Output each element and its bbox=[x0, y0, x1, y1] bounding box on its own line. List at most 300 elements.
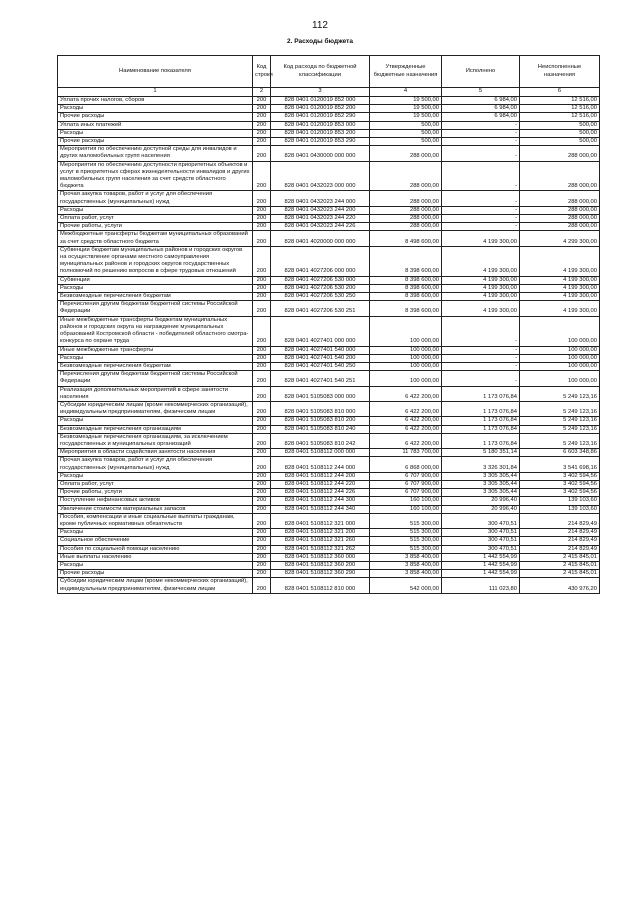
row-name-cell: Расходы bbox=[58, 129, 253, 137]
row-line-code-cell: 200 bbox=[253, 489, 271, 497]
row-approved-cell: 8 498 600,00 bbox=[370, 231, 442, 246]
row-approved-cell: 8 398 600,00 bbox=[370, 246, 442, 276]
row-approved-cell: 500,00 bbox=[370, 138, 442, 146]
row-name-cell: Мероприятия в области содействия занятости населения bbox=[58, 449, 253, 457]
table-row bbox=[58, 223, 600, 231]
col-header-unexecuted: Неисполненные назначения bbox=[520, 56, 600, 88]
row-classification-code-cell: 828 0401 0120019 853 000 bbox=[271, 121, 370, 129]
row-classification-code-cell: 828 0401 4027401 540 251 bbox=[271, 371, 370, 386]
row-unexecuted-cell: 288 000,00 bbox=[520, 206, 600, 214]
row-name-cell: Безвозмездные перечисления организациям, за исключением государственных и муниципальных организаций bbox=[58, 433, 253, 448]
row-executed-cell: 300 470,51 bbox=[442, 537, 520, 545]
row-classification-code-cell: 828 0401 5105083 810 240 bbox=[271, 425, 370, 433]
row-approved-cell: 288 000,00 bbox=[370, 206, 442, 214]
row-executed-cell: 1 173 076,84 bbox=[442, 417, 520, 425]
row-line-code-cell: 200 bbox=[253, 457, 271, 472]
row-name-cell: Расходы bbox=[58, 105, 253, 113]
row-line-code-cell: 200 bbox=[253, 121, 271, 129]
col-header-name: Наименование показателя bbox=[58, 56, 253, 88]
row-line-code-cell: 200 bbox=[253, 301, 271, 316]
table-row bbox=[58, 433, 600, 448]
col-header-approved: Утвержденные бюджетные назначения bbox=[370, 56, 442, 88]
row-classification-code-cell: 828 0401 5105083 810 000 bbox=[271, 401, 370, 416]
row-classification-code-cell: 828 0401 0120019 852 200 bbox=[271, 105, 370, 113]
row-executed-cell: 20 996,40 bbox=[442, 497, 520, 505]
row-executed-cell: 6 984,00 bbox=[442, 113, 520, 121]
table-row bbox=[58, 191, 600, 206]
row-line-code-cell: 200 bbox=[253, 346, 271, 354]
row-unexecuted-cell: 3 402 594,56 bbox=[520, 472, 600, 480]
row-approved-cell: 6 422 200,00 bbox=[370, 417, 442, 425]
table-row bbox=[58, 129, 600, 137]
row-classification-code-cell: 828 0401 5108112 244 220 bbox=[271, 480, 370, 488]
row-executed-cell: 4 199 300,00 bbox=[442, 301, 520, 316]
row-unexecuted-cell: 5 249 123,16 bbox=[520, 401, 600, 416]
row-unexecuted-cell: 500,00 bbox=[520, 121, 600, 129]
row-executed-cell: 111 023,80 bbox=[442, 578, 520, 593]
row-unexecuted-cell: 5 249 123,16 bbox=[520, 433, 600, 448]
row-name-cell: Мероприятия по обеспечению доступной среды для инвалидов и других маломобильных групп населения bbox=[58, 146, 253, 161]
row-classification-code-cell: 828 0401 4027401 540 250 bbox=[271, 362, 370, 370]
row-classification-code-cell: 828 0401 5108112 321 200 bbox=[271, 529, 370, 537]
row-classification-code-cell: 828 0401 4027401 540 200 bbox=[271, 354, 370, 362]
table-row bbox=[58, 401, 600, 416]
row-unexecuted-cell: 430 976,20 bbox=[520, 578, 600, 593]
row-approved-cell: 515 300,00 bbox=[370, 537, 442, 545]
row-line-code-cell: 200 bbox=[253, 553, 271, 561]
row-approved-cell: 100 000,00 bbox=[370, 346, 442, 354]
row-line-code-cell: 200 bbox=[253, 105, 271, 113]
row-executed-cell: 3 305 305,44 bbox=[442, 480, 520, 488]
row-classification-code-cell: 828 0401 4027206 530 000 bbox=[271, 276, 370, 284]
row-unexecuted-cell: 214 829,49 bbox=[520, 513, 600, 528]
column-number-row bbox=[58, 88, 600, 97]
row-line-code-cell: 200 bbox=[253, 138, 271, 146]
row-approved-cell: 6 422 200,00 bbox=[370, 401, 442, 416]
row-name-cell: Иные межбюджетные трансферты bbox=[58, 346, 253, 354]
row-name-cell: Расходы bbox=[58, 472, 253, 480]
row-executed-cell: 6 984,00 bbox=[442, 105, 520, 113]
row-name-cell: Межбюджетные трансферты бюджетам муниципальных образований за счет средств областного бюджета bbox=[58, 231, 253, 246]
row-name-cell: Пособия, компенсации и иные социальные выплаты гражданам, кроме публичных нормативных обязательств bbox=[58, 513, 253, 528]
row-line-code-cell: 200 bbox=[253, 293, 271, 301]
row-executed-cell: 300 470,51 bbox=[442, 529, 520, 537]
row-approved-cell: 8 398 600,00 bbox=[370, 284, 442, 292]
table-row bbox=[58, 161, 600, 191]
row-classification-code-cell: 828 0401 4027206 530 251 bbox=[271, 301, 370, 316]
table-row bbox=[58, 480, 600, 488]
row-approved-cell: 515 300,00 bbox=[370, 545, 442, 553]
table-row bbox=[58, 497, 600, 505]
row-line-code-cell: 200 bbox=[253, 433, 271, 448]
row-executed-cell: - bbox=[442, 146, 520, 161]
row-classification-code-cell: 828 0401 5105083 810 242 bbox=[271, 433, 370, 448]
table-row bbox=[58, 457, 600, 472]
row-unexecuted-cell: 6 603 348,86 bbox=[520, 449, 600, 457]
row-line-code-cell: 200 bbox=[253, 386, 271, 401]
row-unexecuted-cell: 3 541 698,16 bbox=[520, 457, 600, 472]
row-executed-cell: 1 173 076,84 bbox=[442, 433, 520, 448]
col-header-classification-code: Код расхода по бюджетной классификации bbox=[271, 56, 370, 88]
row-line-code-cell: 200 bbox=[253, 561, 271, 569]
row-unexecuted-cell: 500,00 bbox=[520, 138, 600, 146]
table-row bbox=[58, 472, 600, 480]
row-classification-code-cell: 828 0401 0120019 852 290 bbox=[271, 113, 370, 121]
row-unexecuted-cell: 214 829,49 bbox=[520, 545, 600, 553]
row-line-code-cell: 200 bbox=[253, 316, 271, 346]
row-name-cell: Расходы bbox=[58, 284, 253, 292]
col-number: 5 bbox=[442, 88, 520, 97]
row-unexecuted-cell: 500,00 bbox=[520, 129, 600, 137]
row-approved-cell: 6 868 000,00 bbox=[370, 457, 442, 472]
table-row bbox=[58, 386, 600, 401]
row-line-code-cell: 200 bbox=[253, 215, 271, 223]
row-name-cell: Прочая закупка товаров, работ и услуг для обеспечения государственных (муниципальных) нужд bbox=[58, 191, 253, 206]
row-approved-cell: 288 000,00 bbox=[370, 223, 442, 231]
row-name-cell: Субвенции бюджетам муниципальных районов и городских округов на осуществление органами местного самоуправления муниципальных районов и городских округов государственных полномочий по решению вопросов в сфере трудовых отношений bbox=[58, 246, 253, 276]
row-name-cell: Уплата иных платежей bbox=[58, 121, 253, 129]
table-row bbox=[58, 231, 600, 246]
table-row bbox=[58, 362, 600, 370]
row-classification-code-cell: 828 0401 0120019 853 290 bbox=[271, 138, 370, 146]
row-approved-cell: 500,00 bbox=[370, 129, 442, 137]
row-name-cell: Прочие расходы bbox=[58, 138, 253, 146]
table-row bbox=[58, 138, 600, 146]
row-approved-cell: 515 300,00 bbox=[370, 529, 442, 537]
row-executed-cell: 4 199 300,00 bbox=[442, 246, 520, 276]
table-row bbox=[58, 301, 600, 316]
row-approved-cell: 542 000,00 bbox=[370, 578, 442, 593]
table-row bbox=[58, 489, 600, 497]
row-unexecuted-cell: 4 199 300,00 bbox=[520, 301, 600, 316]
page-number: 112 bbox=[312, 20, 328, 31]
row-unexecuted-cell: 4 199 300,00 bbox=[520, 246, 600, 276]
row-classification-code-cell: 828 0401 5108112 360 200 bbox=[271, 561, 370, 569]
row-approved-cell: 19 500,00 bbox=[370, 97, 442, 105]
row-unexecuted-cell: 4 199 300,00 bbox=[520, 284, 600, 292]
row-name-cell: Субсидии юридическим лицам (кроме некоммерческих организаций), индивидуальным предпринимателям, физическим лицам bbox=[58, 578, 253, 593]
row-executed-cell: 1 442 554,99 bbox=[442, 553, 520, 561]
table-row bbox=[58, 246, 600, 276]
table-row bbox=[58, 346, 600, 354]
table-row bbox=[58, 316, 600, 346]
row-approved-cell: 515 300,00 bbox=[370, 513, 442, 528]
row-unexecuted-cell: 4 199 300,00 bbox=[520, 276, 600, 284]
row-executed-cell: - bbox=[442, 346, 520, 354]
row-unexecuted-cell: 5 249 123,16 bbox=[520, 386, 600, 401]
row-name-cell: Прочие работы, услуги bbox=[58, 223, 253, 231]
row-name-cell: Расходы bbox=[58, 206, 253, 214]
row-approved-cell: 100 000,00 bbox=[370, 316, 442, 346]
row-unexecuted-cell: 12 516,00 bbox=[520, 97, 600, 105]
row-line-code-cell: 200 bbox=[253, 578, 271, 593]
row-executed-cell: - bbox=[442, 191, 520, 206]
row-approved-cell: 288 000,00 bbox=[370, 191, 442, 206]
row-classification-code-cell: 828 0401 5108112 244 340 bbox=[271, 505, 370, 513]
table-row bbox=[58, 105, 600, 113]
row-executed-cell: 4 199 300,00 bbox=[442, 284, 520, 292]
row-executed-cell: 6 984,00 bbox=[442, 97, 520, 105]
row-unexecuted-cell: 100 000,00 bbox=[520, 316, 600, 346]
row-line-code-cell: 200 bbox=[253, 371, 271, 386]
row-approved-cell: 6 707 900,00 bbox=[370, 489, 442, 497]
row-line-code-cell: 200 bbox=[253, 146, 271, 161]
row-name-cell: Пособия по социальной помощи населению bbox=[58, 545, 253, 553]
row-executed-cell: - bbox=[442, 371, 520, 386]
row-executed-cell: - bbox=[442, 206, 520, 214]
row-approved-cell: 6 422 200,00 bbox=[370, 433, 442, 448]
row-unexecuted-cell: 100 000,00 bbox=[520, 371, 600, 386]
row-line-code-cell: 200 bbox=[253, 191, 271, 206]
col-header-executed: Исполнено bbox=[442, 56, 520, 88]
row-name-cell: Субсидии юридическим лицам (кроме некоммерческих организаций), индивидуальным предпринимателям, физическим лицам bbox=[58, 401, 253, 416]
row-unexecuted-cell: 214 829,49 bbox=[520, 537, 600, 545]
row-name-cell: Оплата работ, услуг bbox=[58, 480, 253, 488]
row-name-cell: Безвозмездные перечисления бюджетам bbox=[58, 293, 253, 301]
row-name-cell: Реализация дополнительных мероприятий в сфере занятости населения bbox=[58, 386, 253, 401]
row-line-code-cell: 200 bbox=[253, 449, 271, 457]
row-approved-cell: 100 000,00 bbox=[370, 371, 442, 386]
row-classification-code-cell: 828 0401 5108112 000 000 bbox=[271, 449, 370, 457]
row-executed-cell: - bbox=[442, 316, 520, 346]
row-approved-cell: 288 000,00 bbox=[370, 146, 442, 161]
row-approved-cell: 8 398 600,00 bbox=[370, 301, 442, 316]
row-classification-code-cell: 828 0401 0120019 852 000 bbox=[271, 97, 370, 105]
row-approved-cell: 19 500,00 bbox=[370, 105, 442, 113]
table-row bbox=[58, 513, 600, 528]
row-unexecuted-cell: 2 415 845,01 bbox=[520, 561, 600, 569]
table-body bbox=[58, 97, 600, 594]
row-name-cell: Прочие расходы bbox=[58, 113, 253, 121]
row-line-code-cell: 200 bbox=[253, 545, 271, 553]
row-line-code-cell: 200 bbox=[253, 537, 271, 545]
row-name-cell: Иные выплаты населению bbox=[58, 553, 253, 561]
row-unexecuted-cell: 100 000,00 bbox=[520, 362, 600, 370]
row-approved-cell: 6 707 900,00 bbox=[370, 480, 442, 488]
row-line-code-cell: 200 bbox=[253, 97, 271, 105]
col-number: 3 bbox=[271, 88, 370, 97]
row-name-cell: Уплата прочих налогов, сборов bbox=[58, 97, 253, 105]
row-name-cell: Прочая закупка товаров, работ и услуг для обеспечения государственных (муниципальных) нужд bbox=[58, 457, 253, 472]
row-classification-code-cell: 828 0401 5108112 360 000 bbox=[271, 553, 370, 561]
row-name-cell: Расходы bbox=[58, 529, 253, 537]
row-approved-cell: 6 422 200,00 bbox=[370, 425, 442, 433]
row-name-cell: Мероприятия по обеспечению доступности приоритетных объектов и услуг в приоритетных сферах жизнедеятельности инвалидов и других маломобильных групп населения за счет средств областного бюджета bbox=[58, 161, 253, 191]
table-row bbox=[58, 529, 600, 537]
row-line-code-cell: 200 bbox=[253, 362, 271, 370]
row-approved-cell: 288 000,00 bbox=[370, 215, 442, 223]
row-line-code-cell: 200 bbox=[253, 425, 271, 433]
row-line-code-cell: 200 bbox=[253, 284, 271, 292]
row-executed-cell: 20 996,40 bbox=[442, 505, 520, 513]
row-approved-cell: 160 100,00 bbox=[370, 505, 442, 513]
row-unexecuted-cell: 139 103,60 bbox=[520, 505, 600, 513]
row-name-cell: Расходы bbox=[58, 561, 253, 569]
table-row bbox=[58, 417, 600, 425]
row-unexecuted-cell: 100 000,00 bbox=[520, 354, 600, 362]
row-executed-cell: 3 305 305,44 bbox=[442, 472, 520, 480]
row-executed-cell: - bbox=[442, 223, 520, 231]
col-number: 6 bbox=[520, 88, 600, 97]
row-approved-cell: 3 858 400,00 bbox=[370, 570, 442, 578]
row-unexecuted-cell: 288 000,00 bbox=[520, 191, 600, 206]
section-title: 2. Расходы бюджета bbox=[287, 38, 353, 45]
row-name-cell: Субвенции bbox=[58, 276, 253, 284]
row-line-code-cell: 200 bbox=[253, 223, 271, 231]
row-unexecuted-cell: 12 516,00 bbox=[520, 105, 600, 113]
row-approved-cell: 11 783 700,00 bbox=[370, 449, 442, 457]
row-approved-cell: 100 000,00 bbox=[370, 354, 442, 362]
budget-table bbox=[57, 55, 600, 594]
table-row bbox=[58, 293, 600, 301]
row-executed-cell: - bbox=[442, 129, 520, 137]
row-name-cell: Иные межбюджетные трансферты бюджетам муниципальных районов и городских округа на награждение муниципальных образований Костромской области - победителей областного смотра-конкурса по охране труда bbox=[58, 316, 253, 346]
table-row bbox=[58, 561, 600, 569]
row-approved-cell: 500,00 bbox=[370, 121, 442, 129]
row-classification-code-cell: 828 0401 5108112 321 262 bbox=[271, 545, 370, 553]
row-line-code-cell: 200 bbox=[253, 472, 271, 480]
row-unexecuted-cell: 288 000,00 bbox=[520, 161, 600, 191]
row-approved-cell: 6 422 200,00 bbox=[370, 386, 442, 401]
row-classification-code-cell: 828 0401 4020000 000 000 bbox=[271, 231, 370, 246]
row-classification-code-cell: 828 0401 5108112 244 200 bbox=[271, 472, 370, 480]
table-row bbox=[58, 371, 600, 386]
row-classification-code-cell: 828 0401 0432023 244 226 bbox=[271, 223, 370, 231]
row-line-code-cell: 200 bbox=[253, 129, 271, 137]
table-row bbox=[58, 570, 600, 578]
table-row bbox=[58, 276, 600, 284]
row-unexecuted-cell: 214 829,49 bbox=[520, 529, 600, 537]
table-row bbox=[58, 505, 600, 513]
table-row bbox=[58, 545, 600, 553]
row-executed-cell: 300 470,51 bbox=[442, 545, 520, 553]
row-approved-cell: 8 398 600,00 bbox=[370, 293, 442, 301]
col-number: 2 bbox=[253, 88, 271, 97]
row-line-code-cell: 200 bbox=[253, 276, 271, 284]
row-name-cell: Расходы bbox=[58, 417, 253, 425]
row-classification-code-cell: 828 0401 4027206 530 250 bbox=[271, 293, 370, 301]
row-executed-cell: - bbox=[442, 354, 520, 362]
table-row bbox=[58, 537, 600, 545]
row-unexecuted-cell: 139 103,60 bbox=[520, 497, 600, 505]
row-line-code-cell: 200 bbox=[253, 505, 271, 513]
row-executed-cell: 4 199 300,00 bbox=[442, 276, 520, 284]
row-line-code-cell: 200 bbox=[253, 570, 271, 578]
row-unexecuted-cell: 5 249 123,16 bbox=[520, 425, 600, 433]
row-classification-code-cell: 828 0401 5108112 810 000 bbox=[271, 578, 370, 593]
row-line-code-cell: 200 bbox=[253, 354, 271, 362]
row-classification-code-cell: 828 0401 0432023 000 000 bbox=[271, 161, 370, 191]
table-row bbox=[58, 578, 600, 593]
row-classification-code-cell: 828 0401 4027206 000 000 bbox=[271, 246, 370, 276]
row-approved-cell: 8 398 600,00 bbox=[370, 276, 442, 284]
row-executed-cell: 1 442 554,99 bbox=[442, 570, 520, 578]
row-line-code-cell: 200 bbox=[253, 513, 271, 528]
row-unexecuted-cell: 3 402 594,56 bbox=[520, 480, 600, 488]
row-line-code-cell: 200 bbox=[253, 246, 271, 276]
col-number: 1 bbox=[58, 88, 253, 97]
row-executed-cell: - bbox=[442, 121, 520, 129]
row-line-code-cell: 200 bbox=[253, 231, 271, 246]
row-approved-cell: 3 858 400,00 bbox=[370, 553, 442, 561]
row-executed-cell: 4 199 300,00 bbox=[442, 231, 520, 246]
row-classification-code-cell: 828 0401 5108112 321 000 bbox=[271, 513, 370, 528]
row-approved-cell: 160 100,00 bbox=[370, 497, 442, 505]
row-unexecuted-cell: 4 199 300,00 bbox=[520, 293, 600, 301]
row-classification-code-cell: 828 0401 5108112 244 000 bbox=[271, 457, 370, 472]
row-line-code-cell: 200 bbox=[253, 480, 271, 488]
row-name-cell: Прочие расходы bbox=[58, 570, 253, 578]
row-classification-code-cell: 828 0401 5108112 321 260 bbox=[271, 537, 370, 545]
row-approved-cell: 3 858 400,00 bbox=[370, 561, 442, 569]
row-executed-cell: 1 442 554,99 bbox=[442, 561, 520, 569]
row-classification-code-cell: 828 0401 5105083 000 000 bbox=[271, 386, 370, 401]
row-name-cell: Перечисления другим бюджетам бюджетной системы Российской Федерации bbox=[58, 371, 253, 386]
row-line-code-cell: 200 bbox=[253, 161, 271, 191]
row-executed-cell: 1 173 076,84 bbox=[442, 386, 520, 401]
row-classification-code-cell: 828 0401 4027401 540 000 bbox=[271, 346, 370, 354]
table-row bbox=[58, 146, 600, 161]
row-executed-cell: - bbox=[442, 138, 520, 146]
row-classification-code-cell: 828 0401 0432023 244 220 bbox=[271, 215, 370, 223]
table-row bbox=[58, 121, 600, 129]
row-classification-code-cell: 828 0401 5108112 360 290 bbox=[271, 570, 370, 578]
row-name-cell: Расходы bbox=[58, 354, 253, 362]
table-row bbox=[58, 354, 600, 362]
table-row bbox=[58, 215, 600, 223]
row-executed-cell: 300 470,51 bbox=[442, 513, 520, 528]
row-unexecuted-cell: 288 000,00 bbox=[520, 223, 600, 231]
table-row bbox=[58, 206, 600, 214]
row-approved-cell: 288 000,00 bbox=[370, 161, 442, 191]
row-classification-code-cell: 828 0401 5108112 244 300 bbox=[271, 497, 370, 505]
row-executed-cell: - bbox=[442, 161, 520, 191]
row-name-cell: Безвозмездные перечисления организациям bbox=[58, 425, 253, 433]
row-executed-cell: 4 199 300,00 bbox=[442, 293, 520, 301]
row-line-code-cell: 200 bbox=[253, 401, 271, 416]
row-classification-code-cell: 828 0401 0120019 853 200 bbox=[271, 129, 370, 137]
row-executed-cell: 1 173 076,84 bbox=[442, 425, 520, 433]
row-unexecuted-cell: 288 000,00 bbox=[520, 146, 600, 161]
table-header-row bbox=[58, 56, 600, 88]
row-line-code-cell: 200 bbox=[253, 113, 271, 121]
row-classification-code-cell: 828 0401 4027401 000 000 bbox=[271, 316, 370, 346]
table-row bbox=[58, 449, 600, 457]
row-classification-code-cell: 828 0401 0432023 244 200 bbox=[271, 206, 370, 214]
row-executed-cell: 5 180 351,14 bbox=[442, 449, 520, 457]
row-line-code-cell: 200 bbox=[253, 497, 271, 505]
row-classification-code-cell: 828 0401 4027206 530 200 bbox=[271, 284, 370, 292]
row-unexecuted-cell: 2 415 845,01 bbox=[520, 553, 600, 561]
row-classification-code-cell: 828 0401 0430000 000 000 bbox=[271, 146, 370, 161]
col-number: 4 bbox=[370, 88, 442, 97]
row-classification-code-cell: 828 0401 5105083 810 200 bbox=[271, 417, 370, 425]
row-executed-cell: - bbox=[442, 215, 520, 223]
table-row bbox=[58, 284, 600, 292]
row-name-cell: Прочие работы, услуги bbox=[58, 489, 253, 497]
row-executed-cell: 3 305 305,44 bbox=[442, 489, 520, 497]
row-name-cell: Поступление нефинансовых активов bbox=[58, 497, 253, 505]
table-row bbox=[58, 113, 600, 121]
row-unexecuted-cell: 4 299 300,00 bbox=[520, 231, 600, 246]
table-row bbox=[58, 553, 600, 561]
row-approved-cell: 6 707 900,00 bbox=[370, 472, 442, 480]
row-approved-cell: 100 000,00 bbox=[370, 362, 442, 370]
row-line-code-cell: 200 bbox=[253, 529, 271, 537]
row-classification-code-cell: 828 0401 5108112 244 226 bbox=[271, 489, 370, 497]
table-row bbox=[58, 97, 600, 105]
row-name-cell: Увеличение стоимости материальных запасов bbox=[58, 505, 253, 513]
